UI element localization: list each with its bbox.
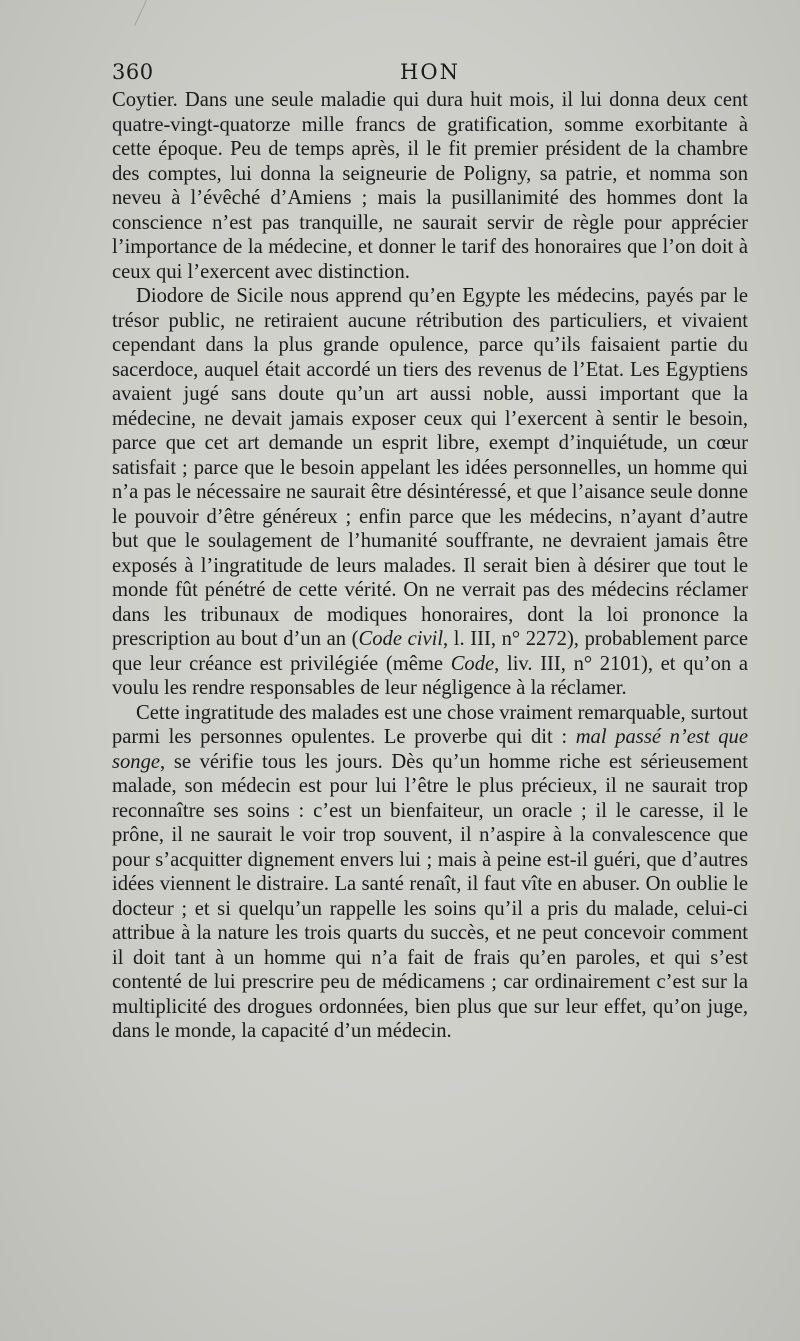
paragraph-1 xyxy=(112,88,748,284)
paragraph-2 xyxy=(112,284,748,701)
page-number: 360 xyxy=(112,60,154,84)
proverb-italic: mal passé n’est que songe xyxy=(112,726,748,773)
paragraph-3 xyxy=(112,701,748,1044)
paragraph-text: Diodore de Sicile nous apprend qu’en Egypte les médecins, payés par le trésor public, ne retiraient aucune rétribution des particuliers, et vivaient cependant dans la plus grande opulence, parce qu’ils faisaient partie du sacerdoce, auquel était accordé un tiers des revenus de l’Etat. Les Egyptiens avaient jugé sans doute qu’un art aussi noble, aussi important que la médecine, ne devait jamais exposer ceux qui l’exercent à sentir le besoin, parce que cet art demande un esprit libre, exempt d’inquiétude, un cœur satisfait ; parce que le besoin appelant les idées personnelles, un homme qui n’a pas le nécessaire ne saurait être désintéressé, et que l’aisance seule donne le pouvoir d’être généreux ; enfin parce que les médecins, n’ayant d’autre but que le soulagement de l’humanité souffrante, ne devraient jamais être exposés à l’ingratitude de leurs malades. Il serait bien à désirer que tout le monde fût pénétré de cette vérité. On ne verrait pas des médecins réclamer dans les tribunaux de modiques honoraires, dont la loi prononce la prescription au bout d’un an ( xyxy=(112,285,748,650)
paragraph-text: Cette ingratitude des malades est une chose vraiment remarquable, surtout parmi les personnes opulentes. Le proverbe qui dit : xyxy=(112,701,748,748)
body-text xyxy=(112,88,748,1044)
paragraph-text: , se vérifie tous les jours. Dès qu’un homme riche est sérieusement malade, son médecin est pour lui l’être le plus précieux, il ne saurait trop reconnaître ses soins : c’est un bienfaiteur, un oracle ; il le caresse, il le prône, il ne saurait le voir trop souvent, il n’aspire à la convalescence que pour s’acquitter dignement envers lui ; mais à peine est-il guéri, que d’autres idées viennent le distraire. La santé renaît, il faut vîte en abuser. On oublie le docteur ; et si quelqu’un rappelle les soins qu’il a pris du malade, celui-ci attribue à la nature les trois quarts du succès, et ne peut concevoir comment il doit tant à un homme qui n’a fait de frais qu’en paroles, et qui s’est contenté de lui prescrire peu de médicamens ; car ordinairement c’est sur la multiplicité des drogues ordonnées, bien plus que sur leur effet, qu’on juge, dans le monde, la capacité d’un médecin. xyxy=(112,750,748,1042)
paragraph-text: , liv. III, n° 2101), et qu’on a voulu les rendre responsables de leur négligence à la réclamer. xyxy=(112,652,748,699)
running-head: HON xyxy=(400,60,460,84)
page-header xyxy=(112,60,748,88)
paragraph-text: Coytier. Dans une seule maladie qui dura huit mois, il lui donna deux cent quatre-vingt-quatorze mille francs de gratification, somme exorbitante à cette époque. Peu de temps après, il le fit premier président de la chambre des comptes, lui donna la seigneurie de Poligny, sa patrie, et nomma son neveu à l’évêché d’Amiens ; mais la pusillanimité des hommes dont la conscience n’est pas tranquille, ne saurait servir de règle pour apprécier l’importance de la médecine, et donner le tarif des honoraires que l’on doit à ceux qui l’exercent avec distinction. xyxy=(112,89,748,283)
citation-italic: Code civil xyxy=(358,628,444,650)
paper-edge-mark xyxy=(134,0,147,26)
paragraph-text: , l. III, n° 2272), probablement parce que leur créance est privilégiée (même xyxy=(112,628,748,675)
citation-italic: Code xyxy=(450,652,495,675)
